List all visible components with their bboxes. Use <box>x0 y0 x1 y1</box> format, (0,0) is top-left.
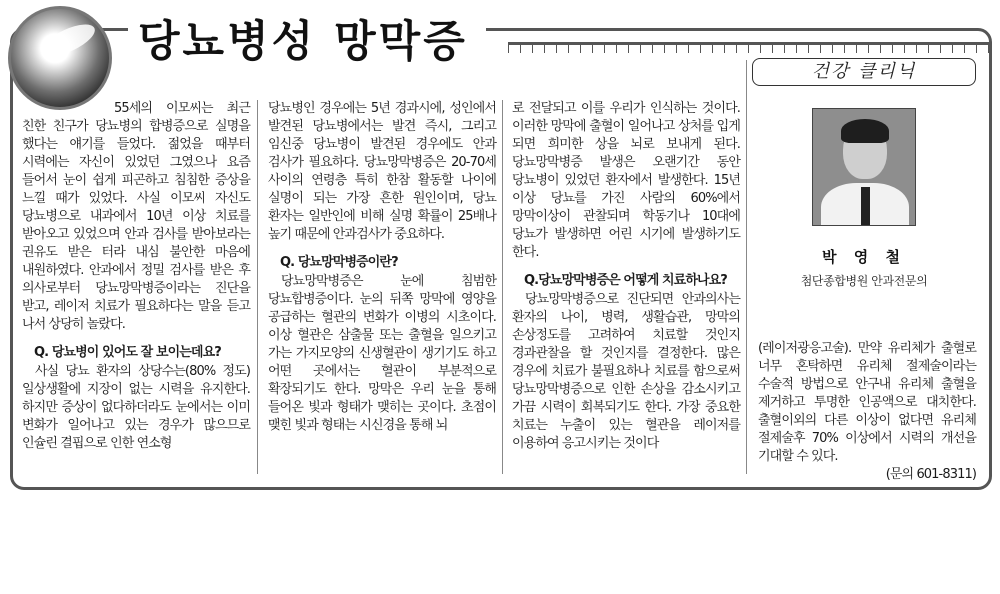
question-heading: Q. 당뇨망막병증이란? <box>280 255 398 270</box>
article-title: 당뇨병성 망막증 <box>128 12 486 72</box>
author-affiliation: 첨단종합병원 안과전문의 <box>800 274 928 288</box>
column-name-badge: 건강 클리닉 <box>752 58 976 86</box>
paragraph: 당뇨병인 경우에는 5년 경과시에, 성인에서 발견된 당뇨병에서는 발견 즉시, 그리고 임신중 당뇨병이 발견된 경우에도 안과 검사가 필요하다. 당뇨망막병증은 20-70세 사이의 연령층 특히 한참 활동할 나이에 실명이 되는 가장 흔한 원인이며, 당뇨 환자는 일반인에 비해 실명 확률이 25배나 높기 때문에 안과검사가 중요하다. <box>268 101 496 242</box>
question-heading: Q. 당뇨병이 있어도 잘 보이는데요? <box>34 345 221 360</box>
paragraph: 사실 당뇨 환자의 상당수는(80% 정도) 일상생활에 지장이 없는 시력을 유지한다. 하지만 증상이 없다하더라도 눈에서는 이미 변화가 일어나고 있는 경우가 많으므로 인슐린 결핍으로 인한 연소형 <box>22 364 250 451</box>
paragraph: 당뇨망막병증은 눈에 침범한 당뇨합병증이다. 눈의 뒤쪽 망막에 영양을 공급하는 혈관의 변화가 이병의 시초이다. 이상 혈관은 삼출물 또는 출혈을 일으키고 가는 가지모양의 신생혈관이 생기기도 하고 어떤 곳에서는 혈관이 부분적으로 확장되기도 한다. 망막은 우리 눈을 통해 들어온 빛과 형태가 맺히는 곳이다. 초점이 맺힌 빛과 형태는 시신경을 통해 뇌 <box>268 274 496 433</box>
title-rule-ticks <box>508 45 992 53</box>
paragraph: 당뇨망막병증으로 진단되면 안과의사는 환자의 나이, 병력, 생활습관, 망막의 손상정도를 고려하여 치료할 것인지 경과관찰을 할 것인지를 결정한다. 많은 경우에 치료가 불필요하나 치료를 함으로써 당뇨망막병증으로 인한 손상을 감소시키고 가끔 시력이 회복되기도 한다. 가장 중요한 치료는 누출이 있는 혈관을 레이저를 이용하여 응고시키는 것이다 <box>512 292 740 451</box>
article-column-1 <box>22 100 250 453</box>
paragraph: (레이저광응고술). 만약 유리체가 출혈로 너무 혼탁하면 유리체 절제술이라는 수술적 방법으로 안구내 유리체 출혈을 제거하고 투명한 인공액으로 대치한다. 출혈이외의 다른 이상이 없다면 유리체 절제술후 70% 이상에서 시력의 개선을 기대할 수 있다. <box>758 341 976 464</box>
article-column-3 <box>512 100 740 453</box>
author-name: 박 영 철 <box>822 248 906 266</box>
author-photo <box>812 108 916 226</box>
paragraph: 55세의 이모씨는 최근 친한 친구가 당뇨병의 합병증으로 실명을 했다는 얘기를 들었다. 젊었을 때부터 시력에는 자신이 있었던 그였으나 요즘 들어서 눈이 쉽게 피곤하고 침침한 증상을 느낄 때가 있었다. 사실 이모씨 자신도 당뇨병으로 내과에서 10년 이상 치료를 받아오고 있었으며 안과 검사를 받아보라는 권유도 받은 터라 내심 불안한 마음에 내원하였다. 안과에서 정밀 검사를 받은 후 의사로부터 당뇨망막병증이라는 진단을 받고, 레이저 치료가 필요하다는 말을 듣고 나서 상당히 놀랐다. <box>22 101 250 332</box>
column-divider <box>502 100 503 474</box>
contact-number: (문의 601-8311) <box>885 467 976 482</box>
eye-lens-image <box>8 6 112 110</box>
paragraph: 로 전달되고 이를 우리가 인식하는 것이다. 이러한 망막에 출혈이 일어나고 상처를 입게 되면 희미한 상을 뇌로 보내게 된다. 당뇨망막병증 발생은 오랜기간 동안 당뇨병이 있었던 환자에서 발생한다. 15년 이상 당뇨를 가진 사람의 60%에서 망막이상이 관찰되며 학동기나 10대에 당뇨가 발생하면 어린 시기에 발생하기도 한다. <box>512 101 740 260</box>
photo-hair <box>841 119 889 143</box>
article-column-4 <box>758 340 976 484</box>
article-column-2 <box>268 100 496 435</box>
column-divider <box>257 100 258 474</box>
question-heading: Q.당뇨망막병증은 어떻게 치료하나요? <box>524 273 727 288</box>
photo-tie <box>861 187 870 226</box>
column-divider <box>746 60 747 474</box>
